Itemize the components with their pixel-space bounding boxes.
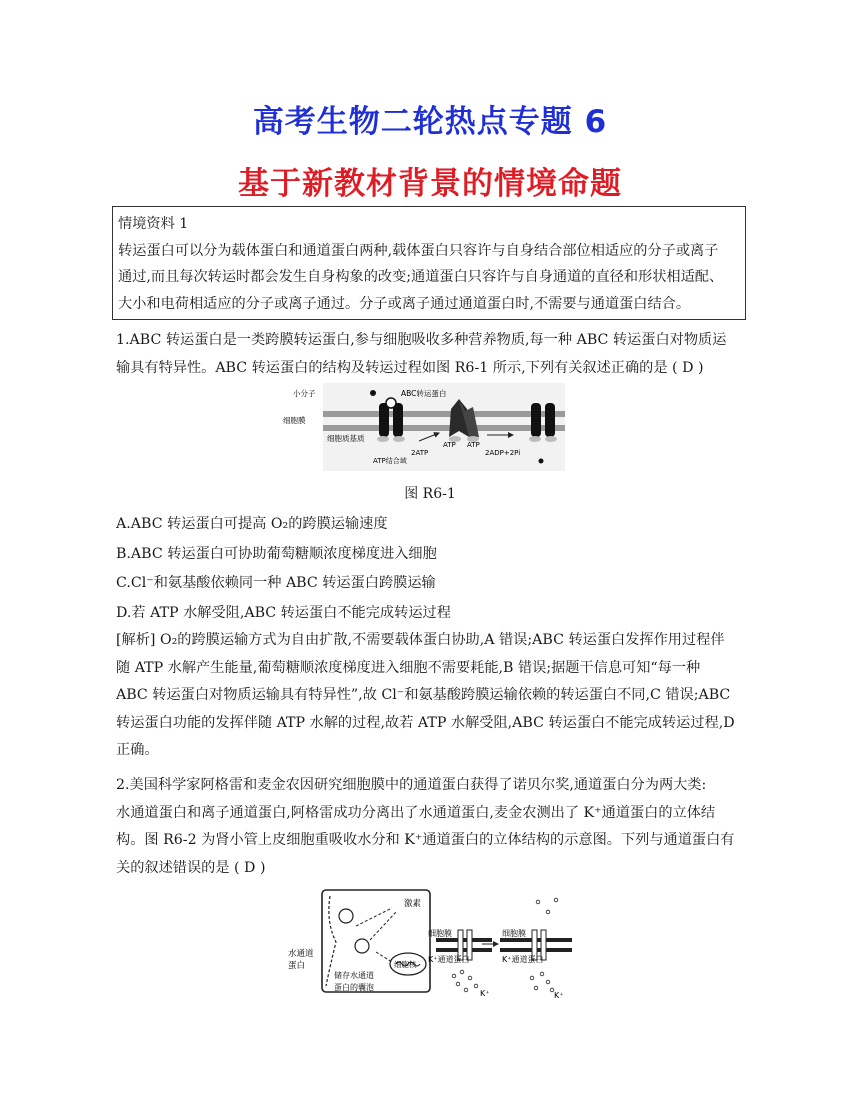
membrane-band-top	[323, 411, 565, 417]
material-box	[112, 206, 746, 320]
label-atp: ATP	[443, 441, 456, 449]
stem-line: 关的叙述错误的是 ( D )	[116, 859, 266, 876]
question2-stem	[116, 772, 752, 882]
label-membrane-b: 细胞膜	[502, 929, 526, 938]
label-membrane-a: 细胞膜	[428, 929, 452, 938]
analysis-line: ABC 转运蛋白对物质运输具有特异性”,故 Cl⁻和氨基酸跨膜运输依赖的转运蛋白不同,C 错误;ABC	[116, 687, 731, 703]
membrane-a-top	[436, 938, 492, 942]
label-k-ion: K⁺	[480, 989, 490, 998]
membrane-a-bottom	[436, 948, 492, 952]
material-line: 大小和电荷相适应的分子或离子通过。分子或离子通过通道蛋白时,不需要与通道蛋白结合。	[118, 295, 691, 312]
stem-line: 输具有特异性。ABC 转运蛋白的结构及转运过程如图 R6-1 所示,下列有关叙述正确的是 ( D )	[116, 359, 704, 376]
page-subtitle: 基于新教材背景的情境命题	[238, 166, 622, 202]
vesicle	[339, 909, 353, 923]
analysis-line: [解析] O₂的跨膜运输方式为自由扩散,不需要载体蛋白协助,A 错误;ABC 转运蛋白发挥作用过程伴	[116, 632, 725, 648]
vesicle	[355, 939, 369, 953]
option-a: A.ABC 转运蛋白可提高 O₂的跨膜运输速度	[116, 516, 388, 532]
material-line: 转运蛋白可以分为载体蛋白和通道蛋白两种,载体蛋白只容许与自身结合部位相适应的分子或离子	[118, 242, 719, 259]
label-atp: ATP	[467, 441, 480, 449]
label-cytoplasm: 细胞质基质	[327, 434, 365, 443]
label-vesicle: 蛋白的囊泡	[334, 983, 374, 992]
label-k-channel-b: K⁺通道蛋白	[502, 955, 544, 964]
figure-r6-1	[283, 381, 565, 473]
label-small-molecule: 小分子	[293, 389, 316, 398]
label-atp-site: ATP结合域	[373, 457, 407, 465]
page-title: 高考生物二轮热点专题 6	[252, 104, 608, 140]
option-c: C.Cl⁻和氨基酸依赖同一种 ABC 转运蛋白跨膜运输	[116, 575, 436, 591]
stem-line: 水通道蛋白和离子通道蛋白,阿格雷成功分离出了水通道蛋白,麦金农测出了 K⁺通道蛋白的立体结	[116, 804, 716, 821]
material-heading: 情境资料 1	[118, 216, 189, 232]
label-membrane: 细胞膜	[283, 416, 306, 425]
material-line: 通过,而且每次转运时都会发生自身构象的改变;通道蛋白只容许与自身通道的直径和形状相适配、	[118, 269, 724, 285]
analysis-line: 转运蛋白功能的发挥伴随 ATP 水解的过程,故若 ATP 水解受阻,ABC 转运蛋白不能完成转运过程,D	[116, 714, 735, 731]
label-vesicle: 储存水通道	[334, 971, 374, 980]
analysis-line: 随 ATP 水解产生能量,葡萄糖顺浓度梯度进入细胞不需要耗能,B 错误;据题干信息可知“每一种	[116, 659, 701, 676]
analysis-line: 正确。	[116, 742, 159, 758]
stem-line: 2.美国科学家阿格雷和麦金农因研究细胞膜中的通道蛋白获得了诺贝尔奖,通道蛋白分为两大类:	[116, 777, 707, 793]
option-b: B.ABC 转运蛋白可协助葡萄糖顺浓度梯度进入细胞	[116, 545, 437, 562]
question1-options	[116, 510, 752, 628]
question1-analysis	[116, 627, 752, 765]
stem-line: 1.ABC 转运蛋白是一类跨膜转运蛋白,参与细胞吸收多种营养物质,每一种 ABC 转运蛋白对物质运	[116, 332, 727, 348]
membrane-band-bottom	[323, 425, 565, 431]
small-molecule-dot	[370, 390, 376, 396]
question1-stem	[116, 327, 752, 382]
label-nucleus: 细胞核	[394, 960, 417, 969]
label-k-ion: K⁺	[554, 991, 564, 1000]
label-k-channel-a: K⁺通道蛋白	[428, 955, 470, 964]
label-water-channel: 水通道	[288, 949, 314, 959]
label-water-channel: 蛋白	[288, 961, 306, 971]
figure-caption: 图 R6-1	[404, 486, 456, 502]
label-hormone: 激素	[404, 899, 422, 909]
figure-r6-2	[286, 882, 576, 1000]
label-abc-protein: ABC转运蛋白	[401, 389, 447, 398]
label-adp: 2ADP+2Pi	[485, 449, 521, 457]
stem-line: 构。图 R6-2 为肾小管上皮细胞重吸收水分和 K⁺通道蛋白的立体结构的示意图。下列与通道蛋白有	[116, 832, 735, 848]
label-2atp: 2ATP	[411, 449, 429, 457]
option-d: D.若 ATP 水解受阻,ABC 转运蛋白不能完成转运过程	[116, 604, 451, 621]
